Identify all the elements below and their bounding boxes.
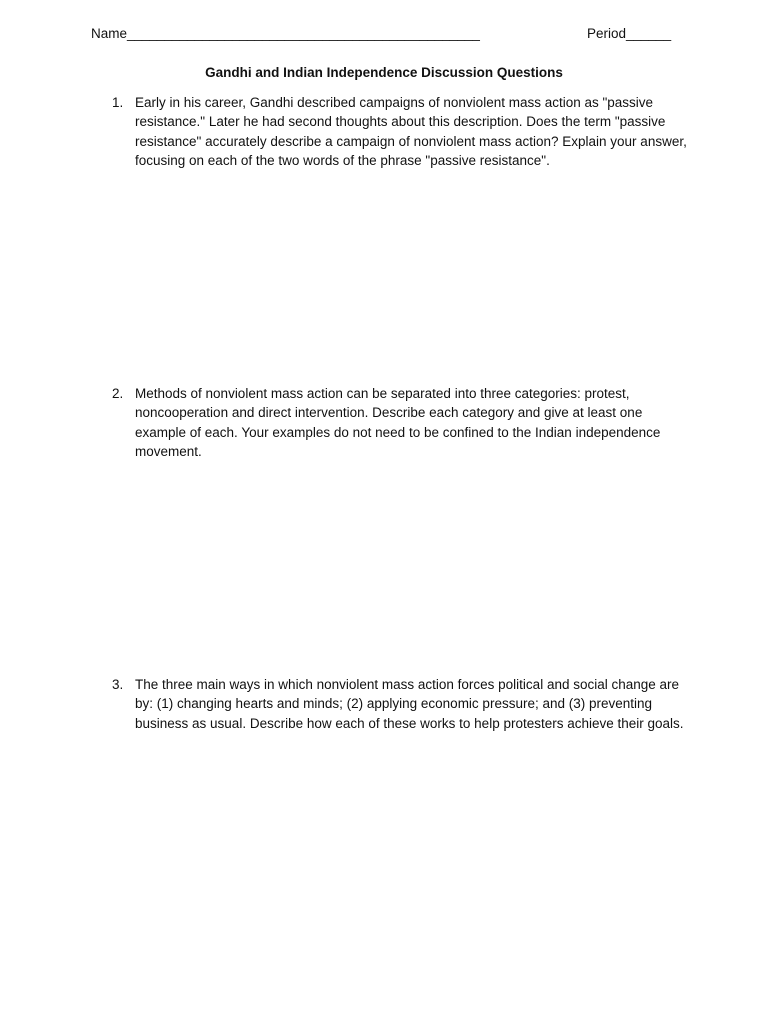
question-number: 1. <box>112 95 124 110</box>
question-text: Early in his career, Gandhi described campaigns of nonviolent mass action as "passive resistance." Later he had second thoughts about this description. Does the term "passive resistance" accurately describe a campaign of nonviolent mass action? Explain your answer, focusing on each of the two words of the phrase "passive resistance". <box>135 95 687 168</box>
period-field-label: Period______ <box>587 26 672 41</box>
header-row <box>91 26 691 46</box>
question-text: The three main ways in which nonviolent mass action forces political and social change are by: (1) changing hearts and minds; (2) applying economic pressure; and (3) preventing business as usual. Describe how each of these works to help protesters achieve their goals. <box>135 677 684 731</box>
name-field-label: Name_______________________________________________ <box>91 26 480 41</box>
question-number: 3. <box>112 677 124 692</box>
question-text: Methods of nonviolent mass action can be separated into three categories: protest, noncooperation and direct intervention. Describe each category and give at least one example of each. Your examples do not need to be confined to the Indian independence movement. <box>135 386 661 459</box>
page-title: Gandhi and Indian Independence Discussion Questions <box>205 65 563 80</box>
question-number: 2. <box>112 386 124 401</box>
